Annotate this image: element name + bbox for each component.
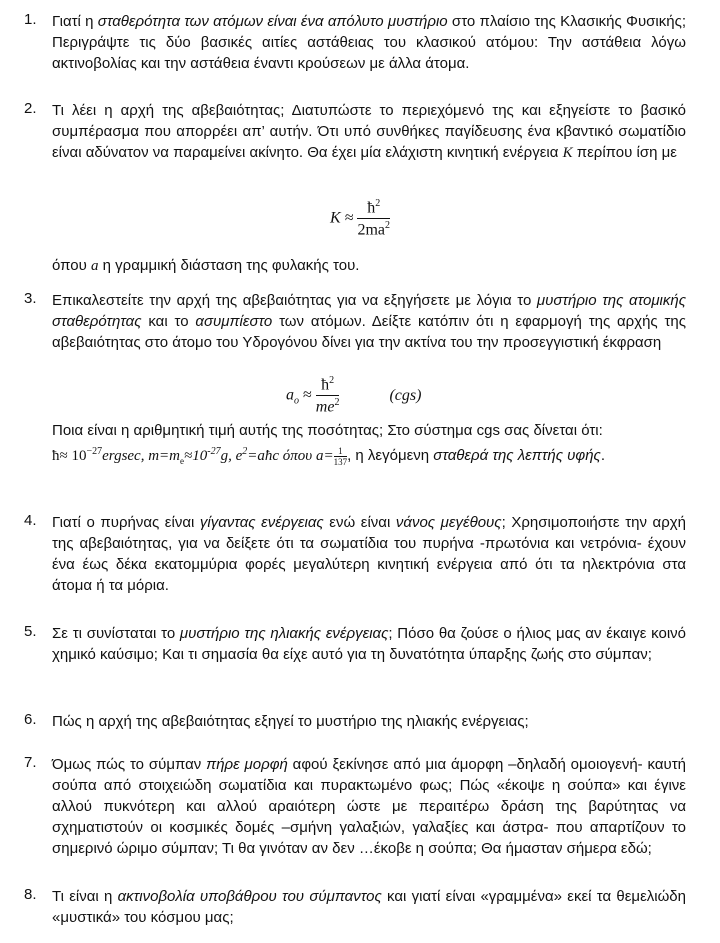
question-3 <box>24 290 686 353</box>
question-text: Σε τι συνίσταται το μυστήριο της ηλιακής ενέργειας; Πόσο θα ζούσε ο ήλιος μας αν έκαιγε κοινό χημικό καύσιμο; Και τι σημασία θα είχε αυτό για τη δυνατότητα ύπαρξης ζωής στο σύμπαν; <box>52 625 686 663</box>
question-text: Γιατί ο πυρήνας είναι γίγαντας ενέργειας ενώ είναι νάνος μεγέθους; Χρησιμοποιήστε την αρχή της αβεβαιότητας, για να δείξετε ότι τα σωματίδια του πυρήνα -πρωτόνια και νετρόνια- έχουν ένα έως δέκα εκατομμύρια φορές μεγαλύτερη κινητική ενέργεια από ότι τα ηλεκτρόνια στα άτομα ή τα μόρια. <box>52 514 686 594</box>
question-number: 7. <box>24 754 37 771</box>
question-number: 3. <box>24 290 37 307</box>
question-number: 8. <box>24 886 37 903</box>
question-5 <box>24 623 686 665</box>
question-text: Γιατί η σταθερότητα των ατόμων είναι ένα απόλυτο μυστήριο στο πλαίσιο της Κλασικής Φυσικής; Περιγράψτε τις δύο βασικές αιτίες αστάθειας του κλασικού ατόμου: Την αστάθεια λόγω ακτινοβολίας και την αστάθεια έναντι κρούσεων με άλλα άτομα. <box>52 13 687 72</box>
question-7 <box>24 754 686 859</box>
question-text: Τι είναι η ακτινοβολία υποβάθρου του σύμπαντος και γιατί είναι «γραμμένα» εκεί τα θεμελιώδη «μυστικά» του κόσμου μας; <box>52 888 686 926</box>
question-8 <box>24 886 686 928</box>
question-number: 1. <box>24 11 37 28</box>
question-1 <box>24 11 686 74</box>
question-2-continuation: όπου a η γραμμική διάσταση της φυλακής του. <box>52 257 360 274</box>
question-text: Πώς η αρχή της αβεβαιότητας εξηγεί το μυστήριο της ηλιακής ενέργειας; <box>52 713 529 730</box>
question-3-continuation: Ποια είναι η αριθμητική τιμή αυτής της ποσότητας; Στο σύστημα cgs σας δίνεται ότι: ħ≈ $10^{-27}ergsec$, $m=m_e\approx 10^{-27}g$, $e^2=aħc$ όπου a= $\frac{1}{137}$ , η λεγόμενη σταθερά της λεπτής υφής. <box>52 422 605 468</box>
question-4 <box>24 512 686 596</box>
question-text: Τι λέει η αρχή της αβεβαιότητας; Διατυπώστε το περιεχόμενό της και εξηγείστε το βασικό συμπέρασμα που απορρέει απ’ αυτήν. Ότι υπό συνθήκες παγίδευσης ένα κβαντικό σωματίδιο είναι αδύνατον να παραμείνει ακίνητο. Θα έχει μία ελάχιστη κινητική ενέργεια K περίπου ίση με <box>52 102 686 161</box>
question-number: 4. <box>24 512 37 529</box>
question-number: 6. <box>24 711 37 728</box>
equation-kinetic-energy: K ≈ $\frac{ħ^2}{2ma^2}$ <box>330 198 390 239</box>
question-text: Επικαλεστείτε την αρχή της αβεβαιότητας για να εξηγήσετε με λόγια το μυστήριο της ατομικής σταθερότητας και το ασυμπίεστο των ατόμων. Δείξτε κατόπιν ότι η εφαρμογή της αρχής της αβεβαιότητας στο άτομο του Υδρογόνου δίνει για την ακτίνα του την προσεγγιστική έκφραση <box>52 292 686 351</box>
question-text: Όμως πώς το σύμπαν πήρε μορφή αφού ξεκίνησε από μια άμορφη –δηλαδή ομοιογενή- καυτή σούπα από στοιχειώδη σωματίδια και πυρακτωμένο φως; Πώς «έκοψε η σούπα» και έγινε αλλού πυκνότερη και αλλού αραιότερη ώστε με περαιτέρω δράση της βαρύτητας να σχηματιστούν οι κοσμικές δομές –σμήνη γαλαξιών, γαλαξίες και άστρα- που απαρτίζουν το σημερινό ώριμο σύμπαν; Τι θα γινόταν αν δεν …έκοβε η σούπα; Θα ήμασταν σήμερα εδώ; <box>52 756 686 857</box>
question-6 <box>24 711 686 732</box>
question-number: 2. <box>24 100 37 117</box>
equation-bohr-radius: $a_o$ ≈ $\frac{ħ^2}{me^2}$ (cgs) <box>286 375 422 416</box>
question-number: 5. <box>24 623 37 640</box>
question-2 <box>24 100 686 164</box>
